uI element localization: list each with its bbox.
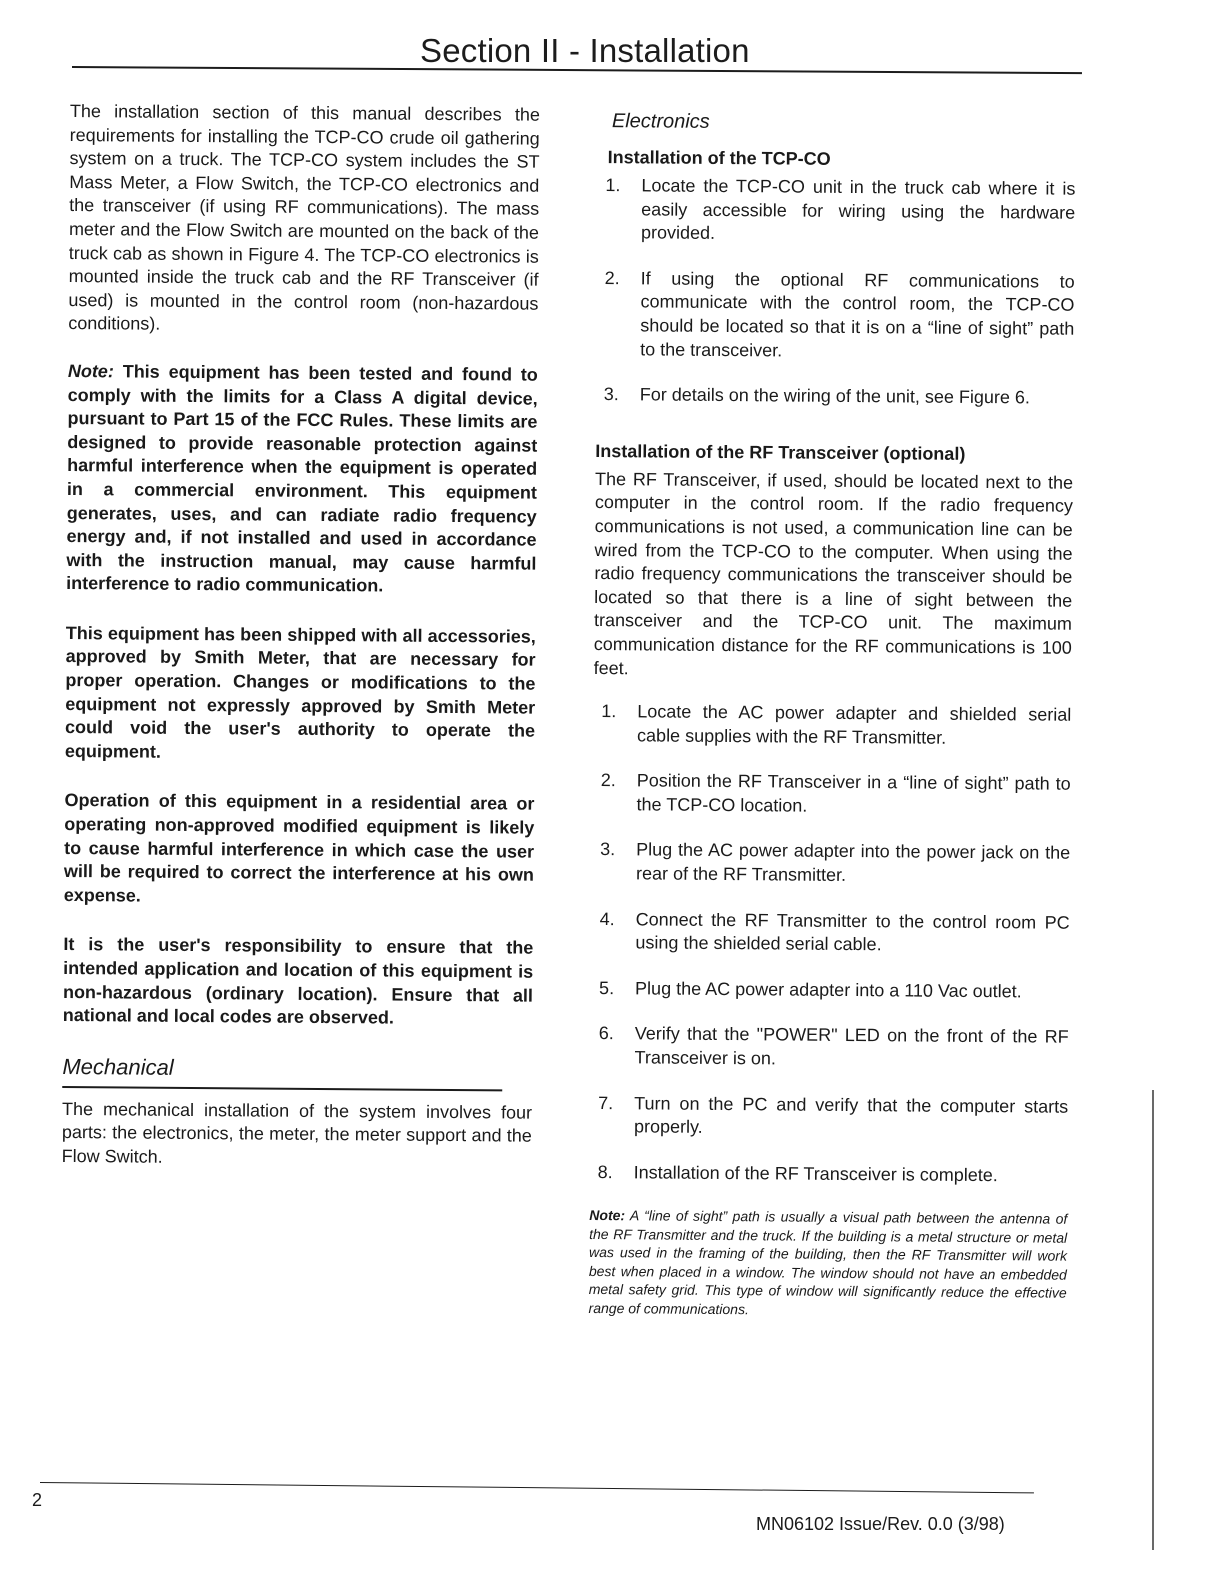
mechanical-paragraph: The mechanical installation of the system involves four parts: the electronics, the meter, the meter support and the Flow Switch. <box>61 1098 533 1167</box>
list-item <box>590 1161 1068 1188</box>
left-column <box>61 100 540 1196</box>
step-text: For details on the wiring of the unit, see Figure 6. <box>639 384 1031 408</box>
right-column <box>589 110 1076 1321</box>
list-item <box>590 1022 1068 1073</box>
step-number: 6. <box>598 1023 614 1044</box>
step-text: Installation of the RF Transceiver is complete. <box>633 1162 998 1185</box>
scan-edge-line <box>1152 1090 1154 1550</box>
step-text: Turn on the PC and verify that the computer starts properly. <box>633 1092 1069 1138</box>
step-number: 1. <box>605 175 621 196</box>
list-item <box>592 838 1070 889</box>
fcc-note-text: This equipment has been tested and found to comply with the limits for a Class A digital device, pursuant to Part 15 of the FCC Rules. These limits are designed to provide reasonable protection against harmful interference when the equipment is operated in a commercial environment. This equipment generates, uses, and can radiate radio frequency energy and, if not installed and used in accordance with the instruction manual, may cause harmful interference to radio communication. <box>66 361 538 596</box>
list-item <box>590 1092 1068 1143</box>
line-of-sight-note-label: Note: <box>589 1207 626 1224</box>
fcc-note-paragraph <box>66 360 538 600</box>
step-text: Plug the AC power adapter into a 110 Vac outlet. <box>635 978 1022 1002</box>
list-item <box>593 700 1071 751</box>
intro-paragraph: The installation section of this manual describes the requirements for installing the TCP-CO crude oil gathering system on a truck. The TCP-CO system includes the ST Mass Meter, a Flow Switch, the TCP-CO electronics and the transceiver (if using RF communications). The mass meter and the Flow Switch are mounted on the back of the truck cab as shown in Figure 4. The TCP-CO electronics is mounted inside the truck cab and the RF Transceiver (if used) is mounted in the control room (non-hazardous conditions). <box>68 100 540 335</box>
shipped-paragraph: This equipment has been shipped with all accessories, approved by Smith Meter, that are necessary for proper operation. Changes or modifications to the equipment not expressly approved by Smith Meter could void the user's authority to operate the equipment. <box>64 622 536 762</box>
list-item <box>592 769 1070 820</box>
step-text: Connect the RF Transmitter to the control room PC using the shielded serial cable. <box>635 908 1070 955</box>
line-of-sight-note-text: A “line of sight” path is usually a visual path between the antenna of the RF Transmitter and the truck. If the building is a metal structure or metal was used in the framing of the building, then the RF Transmitter will work best when placed in a window. The window should not have an embedded metal safety grid. This type of window will significantly reduce the effective range of communications. <box>588 1207 1068 1318</box>
step-number: 8. <box>597 1161 613 1182</box>
page-title: Section II - Installation <box>420 32 750 69</box>
step-text: Locate the AC power adapter and shielded serial cable supplies with the RF Transmitter. <box>637 701 1072 748</box>
fcc-note-label: Note: <box>67 360 114 382</box>
responsibility-paragraph: It is the user's responsibility to ensure that the intended application and location of this equipment is non-hazardous (ordinary location). Ensure that all national and local codes are observed. <box>62 934 534 1028</box>
step-number: 5. <box>599 977 615 998</box>
footer-rule <box>40 1482 1034 1493</box>
rf-install-heading: Installation of the RF Transceiver (optional) <box>595 440 966 464</box>
document-id: MN06102 Issue/Rev. 0.0 (3/98) <box>756 1514 1005 1534</box>
step-text: Locate the TCP-CO unit in the truck cab where it is easily accessible for wiring using the hardware provided. <box>640 175 1076 244</box>
tcp-install-heading: Installation of the TCP-CO <box>607 147 831 169</box>
list-item <box>591 977 1069 1004</box>
list-item <box>596 383 1074 410</box>
step-text: Verify that the "POWER" LED on the front of the RF Transceiver is on. <box>634 1023 1069 1069</box>
mechanical-heading: Mechanical <box>62 1054 502 1091</box>
residential-paragraph: Operation of this equipment in a residential area or operating non-approved modified equipment is likely to cause harmful interference in which case the user will be required to correct the interference at his own expense. <box>63 790 535 906</box>
electronics-heading: Electronics <box>611 110 710 133</box>
step-number: 4. <box>599 908 615 929</box>
step-text: Position the RF Transceiver in a “line of sight” path to the TCP-CO location. <box>636 770 1071 816</box>
step-number: 3. <box>600 839 616 860</box>
list-item <box>597 174 1076 249</box>
list-item <box>596 267 1075 365</box>
rf-steps-list <box>590 700 1072 1188</box>
list-item <box>591 908 1069 959</box>
page-number: 2 <box>32 1490 43 1510</box>
step-number: 2. <box>604 267 620 288</box>
tcp-steps-list <box>596 174 1076 410</box>
rf-intro-paragraph: The RF Transceiver, if used, should be located next to the computer in the control room. If the radio frequency communications is not used, a communication line can be wired from the TCP-CO to the computer. When using the radio frequency communications the transceiver should be located so that there is a line of sight between the transceiver and the TCP-CO unit. The maximum communication distance for the RF communications is 100 feet. <box>593 468 1074 678</box>
step-number: 1. <box>601 701 617 722</box>
step-number: 2. <box>600 770 616 791</box>
step-number: 7. <box>598 1092 614 1113</box>
step-number: 3. <box>603 384 619 405</box>
step-text: If using the optional RF communications to communicate with the control room, the TCP-CO should be located so that it is on a “line of sight” path to the transceiver. <box>640 268 1075 361</box>
step-text: Plug the AC power adapter into the power jack on the rear of the RF Transmitter. <box>635 839 1071 886</box>
line-of-sight-note <box>589 1206 1068 1321</box>
